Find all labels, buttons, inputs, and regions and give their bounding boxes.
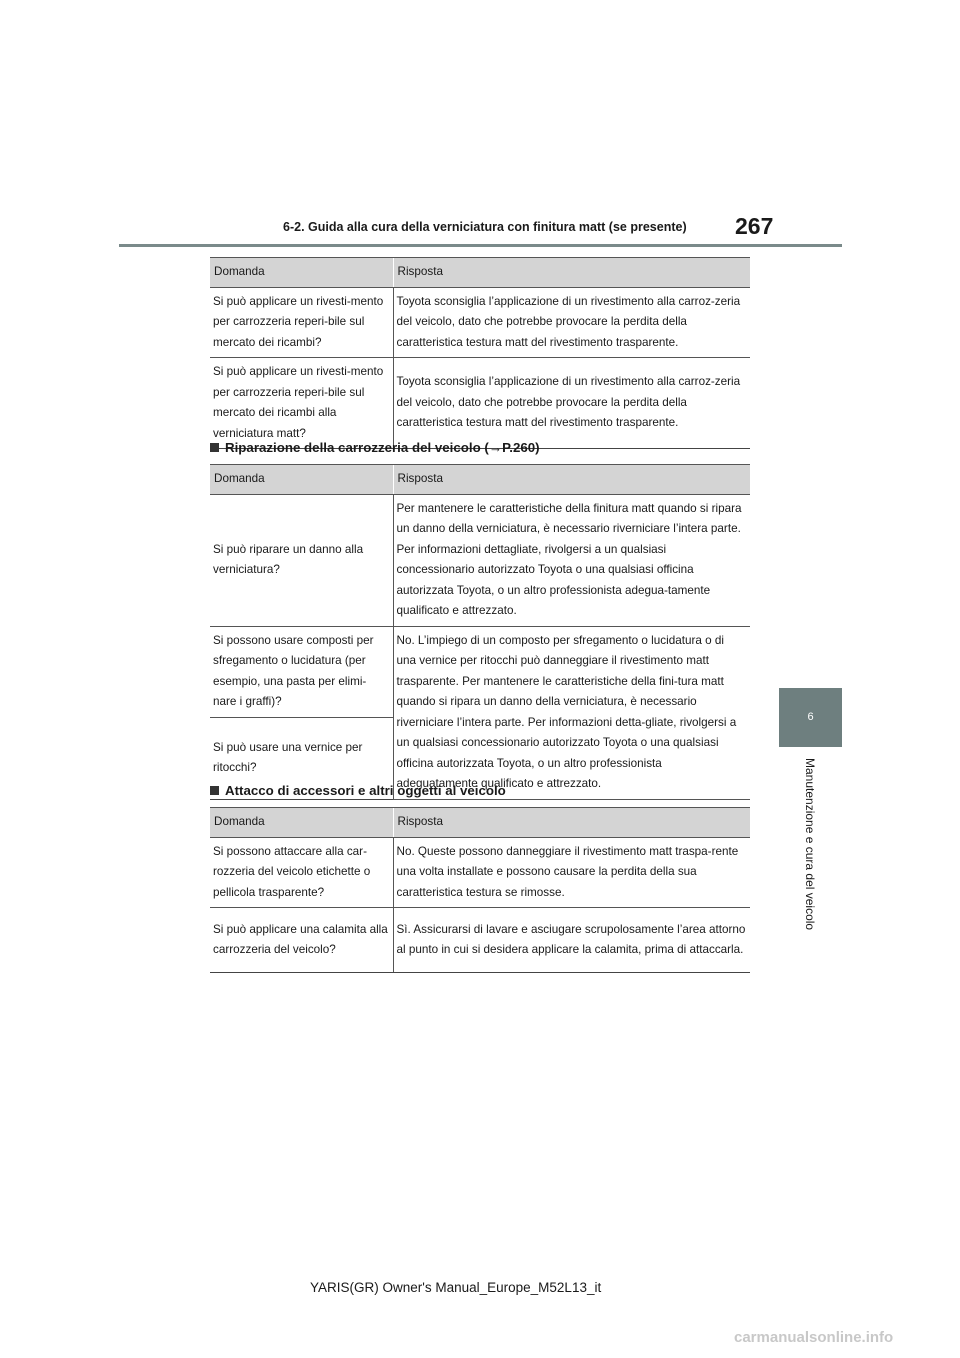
section-heading-accessories [210, 783, 506, 798]
section-title: 6-2. Guida alla cura della verniciatura con finitura matt (se presente) [283, 220, 687, 234]
answer-cell: No. Queste possono danneggiare il rivestimento matt traspa-rente una volta installate e possono causare la perdita della sua caratteristica testura se rimosse. [393, 837, 750, 908]
question-cell: Si può applicare una calamita alla carrozzeria del veicolo? [210, 908, 393, 973]
table-row [210, 908, 750, 973]
section-heading-repair [210, 440, 540, 455]
question-cell: Si può applicare un rivesti-mento per carrozzeria reperi-bile sul mercato dei ricambi? [210, 287, 393, 358]
question-cell: Si possono usare composti per sfregamento o lucidatura (per esempio, una pasta per elimi-nare i graffi)? [210, 626, 393, 718]
qa-table-accessories [210, 807, 750, 973]
column-header-answer: Risposta [393, 258, 750, 288]
square-bullet-icon [210, 786, 219, 795]
question-cell: Si può applicare un rivesti-mento per carrozzeria reperi-bile sul mercato dei ricambi alla verniciatura matt? [210, 358, 393, 449]
footer-manual-id: YARIS(GR) Owner's Manual_Europe_M52L13_it [310, 1280, 602, 1295]
question-cell: Si può usare una vernice per ritocchi? [210, 718, 393, 799]
column-header-question: Domanda [210, 808, 393, 838]
page-number: 267 [735, 213, 774, 239]
column-header-answer: Risposta [393, 808, 750, 838]
table-row [210, 626, 750, 718]
table-row [210, 287, 750, 358]
qa-table-repair [210, 464, 750, 800]
answer-cell: Toyota sconsiglia l’applicazione di un rivestimento alla carroz-zeria del veicolo, dato che potrebbe provocare la perdita della caratteristica testura matt del rivestimento trasparente. [393, 358, 750, 449]
header-divider [119, 244, 842, 247]
chapter-title-vertical: Manutenzione e cura del veicolo [803, 758, 817, 931]
table-header-row [210, 258, 750, 288]
square-bullet-icon [210, 443, 219, 452]
column-header-answer: Risposta [393, 465, 750, 495]
qa-table-coating [210, 257, 750, 449]
answer-cell: Sì. Assicurarsi di lavare e asciugare scrupolosamente l’area attorno al punto in cui si desidera applicare la calamita, prima di attaccarla. [393, 908, 750, 973]
question-cell: Si può riparare un danno alla verniciatura? [210, 494, 393, 626]
table-row [210, 837, 750, 908]
table-header-row [210, 465, 750, 495]
watermark: carmanualsonline.info [734, 1329, 894, 1346]
chapter-tab: 6 [779, 688, 842, 747]
section-heading-text: Riparazione della carrozzeria del veicolo (→P.260) [225, 440, 540, 455]
table-row [210, 358, 750, 449]
table-row [210, 494, 750, 626]
section-heading-text: Attacco di accessori e altri oggetti al veicolo [225, 783, 506, 798]
column-header-question: Domanda [210, 258, 393, 288]
answer-cell: Toyota sconsiglia l’applicazione di un rivestimento alla carroz-zeria del veicolo, dato che potrebbe provocare la perdita della caratteristica testura matt del rivestimento trasparente. [393, 287, 750, 358]
answer-cell: No. L’impiego di un composto per sfregamento o lucidatura o di una vernice per ritocchi può danneggiare il rivestimento matt trasparente. Per mantenere le caratteristiche della fini-tura matt quando si ripara un danno della verniciatura, è necessario riverniciare l’intera parte. Per informazioni detta-gliate, rivolgersi a un qualsiasi concessionario autorizzato Toyota o una qualsiasi officina autorizzata Toyota, o un altro professionista adeguatamente qualificato e attrezzato. [393, 626, 750, 799]
question-cell: Si possono attaccare alla car-rozzeria del veicolo etichette o pellicola trasparente? [210, 837, 393, 908]
column-header-question: Domanda [210, 465, 393, 495]
answer-cell: Per mantenere le caratteristiche della finitura matt quando si ripara un danno della verniciatura, è necessario riverniciare l’intera parte. Per informazioni dettagliate, rivolgersi a un qualsiasi concessionario autorizzato Toyota o una qualsiasi officina autorizzata Toyota, o un altro professionista adegua-tamente qualificato e attrezzato. [393, 494, 750, 626]
table-header-row [210, 808, 750, 838]
